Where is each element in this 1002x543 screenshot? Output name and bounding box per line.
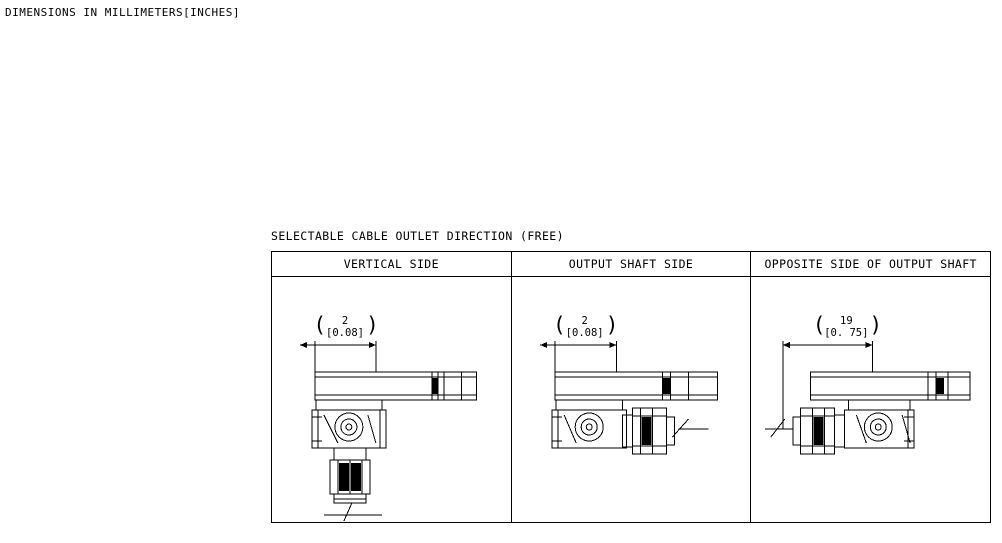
drawing-output-shaft-side <box>512 277 751 523</box>
dimension-label-output-shaft-side: 2 [0.08] <box>565 315 604 339</box>
column-body-vertical-side <box>272 277 511 523</box>
paren-left-icon: ( <box>815 313 824 337</box>
paren-right-icon: ) <box>368 313 377 337</box>
dimension-label-vertical-side: 2 [0.08] <box>326 315 364 339</box>
dimension-label-opposite-side: 19 [0. 75] <box>824 315 869 339</box>
table-column-output-shaft-side <box>512 252 752 522</box>
drawing-opposite-side-of-output-shaft <box>751 277 990 523</box>
cable-outlet-direction-table <box>271 251 991 523</box>
paren-right-icon: ) <box>607 313 616 337</box>
table-column-opposite-side-of-output-shaft <box>751 252 990 522</box>
column-header-vertical-side: VERTICAL SIDE <box>272 252 511 277</box>
column-body-opposite-side-of-output-shaft <box>751 277 990 523</box>
paren-left-icon: ( <box>316 313 325 337</box>
column-body-output-shaft-side <box>512 277 751 523</box>
column-header-output-shaft-side: OUTPUT SHAFT SIDE <box>512 252 751 277</box>
paren-right-icon: ) <box>871 313 880 337</box>
paren-left-icon: ( <box>555 313 564 337</box>
column-header-opposite-side-of-output-shaft: OPPOSITE SIDE OF OUTPUT SHAFT <box>751 252 990 277</box>
table-column-vertical-side <box>272 252 512 522</box>
units-note: DIMENSIONS IN MILLIMETERS[INCHES] <box>5 6 241 19</box>
drawing-vertical-side <box>272 277 511 523</box>
table-caption: SELECTABLE CABLE OUTLET DIRECTION (FREE) <box>271 229 564 243</box>
